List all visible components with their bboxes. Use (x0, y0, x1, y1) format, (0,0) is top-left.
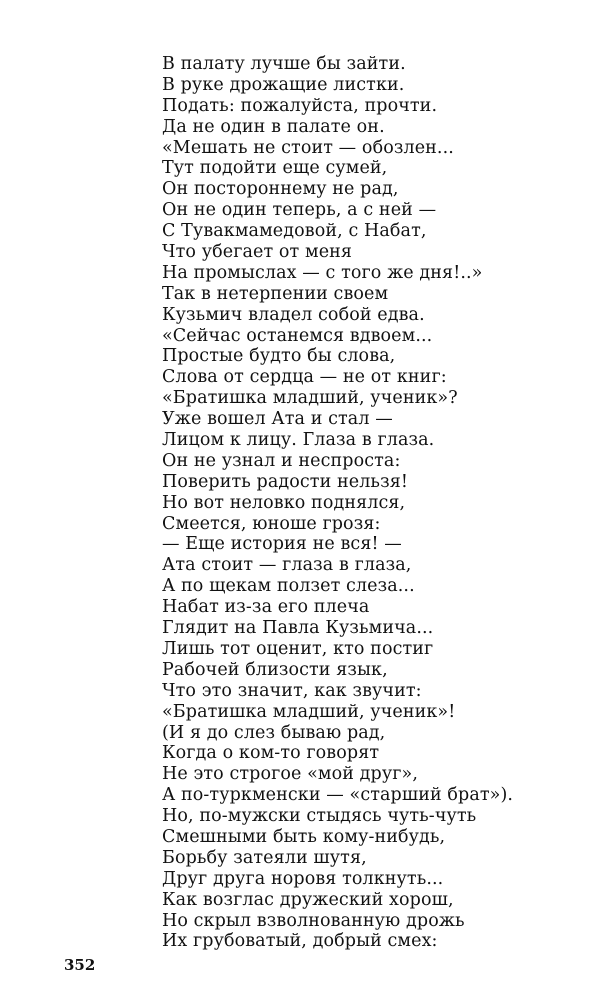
poem-line: Набат из-за его плеча (162, 597, 370, 618)
poem-line: Тут подойти еще сумей, (162, 158, 388, 179)
poem-line: Он не один теперь, а с ней — (162, 200, 437, 221)
poem-line: Уже вошел Ата и стал — (162, 409, 393, 430)
poem-line: Борьбу затеяли шутя, (162, 847, 367, 868)
poem-line: Но скрыл взволнованную дрожь (162, 910, 465, 931)
poem-line: Подать: пожалуйста, прочти. (162, 95, 438, 116)
poem-line: Простые будто бы слова, (162, 346, 396, 367)
poem-line: — Еще история не вся! — (162, 534, 402, 555)
poem-line: Он постороннему не рад, (162, 179, 399, 200)
poem-line: Их грубоватый, добрый смех: (162, 931, 438, 952)
poem-text (162, 54, 582, 952)
poem-line: (И я до слез бываю рад, (162, 722, 386, 743)
poem-line: Да не один в палате он. (162, 116, 385, 137)
poem-line: «Братишка младший, ученик»! (162, 701, 456, 722)
poem-line: Не это строгое «мой друг», (162, 764, 418, 785)
poem-line: Смеется, юноше грозя: (162, 513, 381, 534)
poem-line: Глядит на Павла Кузьмича... (162, 618, 434, 639)
poem-line: Лишь тот оценит, кто постиг (162, 638, 434, 659)
poem-line: Но вот неловко поднялся, (162, 492, 406, 513)
poem-line: Смешными быть кому-нибудь, (162, 826, 446, 847)
poem-line: На промыслах — с того же дня!..» (162, 262, 483, 283)
poem-line: Поверить радости нельзя! (162, 471, 408, 492)
poem-line: «Сейчас останемся вдвоем... (162, 325, 433, 346)
poem-line: Рабочей близости язык, (162, 659, 388, 680)
poem-line: А по щекам ползет слеза... (162, 576, 415, 597)
poem-line: Слова от сердца — не от книг: (162, 367, 447, 388)
poem-line: Лицом к лицу. Глаза в глаза. (162, 430, 435, 451)
poem-line: Он не узнал и неспроста: (162, 450, 401, 471)
poem-line: Что это значит, как звучит: (162, 680, 422, 701)
poem-line: «Мешать не стоит — обозлен... (162, 137, 454, 158)
poem-line: В палату лучше бы зайти. (162, 54, 406, 74)
poem-line: А по-туркменски — «старший брат»). (162, 785, 514, 806)
poem-line: Так в нетерпении своем (162, 283, 389, 304)
poem-line: Кузьмич владел собой едва. (162, 304, 425, 325)
poem-line: Что убегает от меня (162, 242, 353, 263)
poem-line: С Тувакмамедовой, с Набат, (162, 221, 427, 242)
poem-line: В руке дрожащие листки. (162, 74, 405, 95)
poem-line: «Братишка младший, ученик»? (162, 388, 458, 409)
poem-line: Ата стоит — глаза в глаза, (162, 555, 412, 576)
poem-line: Но, по-мужски стыдясь чуть-чуть (162, 806, 477, 827)
poem-line: Друг друга норовя толкнуть... (162, 868, 444, 889)
poem-line: Как возглас дружеский хорош, (162, 889, 454, 910)
poem-line: Когда о ком-то говорят (162, 743, 380, 764)
page-number: 352 (64, 956, 96, 974)
